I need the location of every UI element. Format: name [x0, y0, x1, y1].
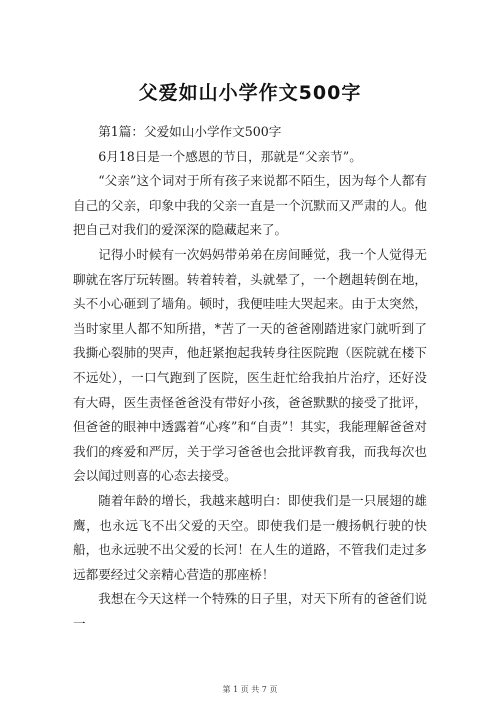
document-title: 父爱如山小学作文500字 — [138, 82, 362, 104]
paragraph: 我想在今天这样一个特殊的日子里，对天下所有的爸爸们说一 — [73, 591, 427, 631]
paragraph: 6月18日是一个感恩的节日，那就是“父亲节”。 — [98, 148, 362, 164]
page-footer: 第 1 页 共 7 页 — [222, 685, 278, 694]
section-heading: 第1篇：父爱如山小学作文500字 — [98, 124, 282, 139]
paragraph: 随着年龄的增长，我越来越明白：即使我们是一只展翅的雄鹰，也永远飞不出父爱的天空。即使我们是一艘扬帆行驶的快船，也永远驶不出父爱的长河！在人生的道路，不管我们走过多远都要经过父亲精心营造的那座桥！ — [73, 492, 427, 582]
document-body — [73, 120, 427, 636]
paragraph: 记得小时候有一次妈妈带弟弟在房间睡觉，我一个人觉得无聊就在客厅玩转圈。转着转着，头就晕了，一个趔趄转倒在地，头不小心砸到了墙角。顿时，我便哇哇大哭起来。由于太突然，当时家里人都不知所措，*苦了一天的爸爸刚踏进家门就听到了我撕心裂肺的哭声，他赶紧抱起我转身往医院跑（医院就在楼下不远处），一口气跑到了医院，医生赶忙给我拍片治疗，还好没有大碍，医生责怪爸爸没有带好小孩，爸爸默默的接受了批评，但爸爸的眼神中透露着“心疼”和“自责”！其实，我能理解爸爸对我们的疼爱和严厉，关于学习爸爸也会批评教育我，而我每次也会以闻过则喜的心态去接受。 — [73, 246, 427, 484]
paragraph: “父亲”这个词对于所有孩子来说都不陌生，因为每个人都有自己的父亲，印象中我的父亲一直是一个沉默而又严肃的人。他把自己对我们的爱深深的隐藏起来了。 — [73, 173, 427, 238]
